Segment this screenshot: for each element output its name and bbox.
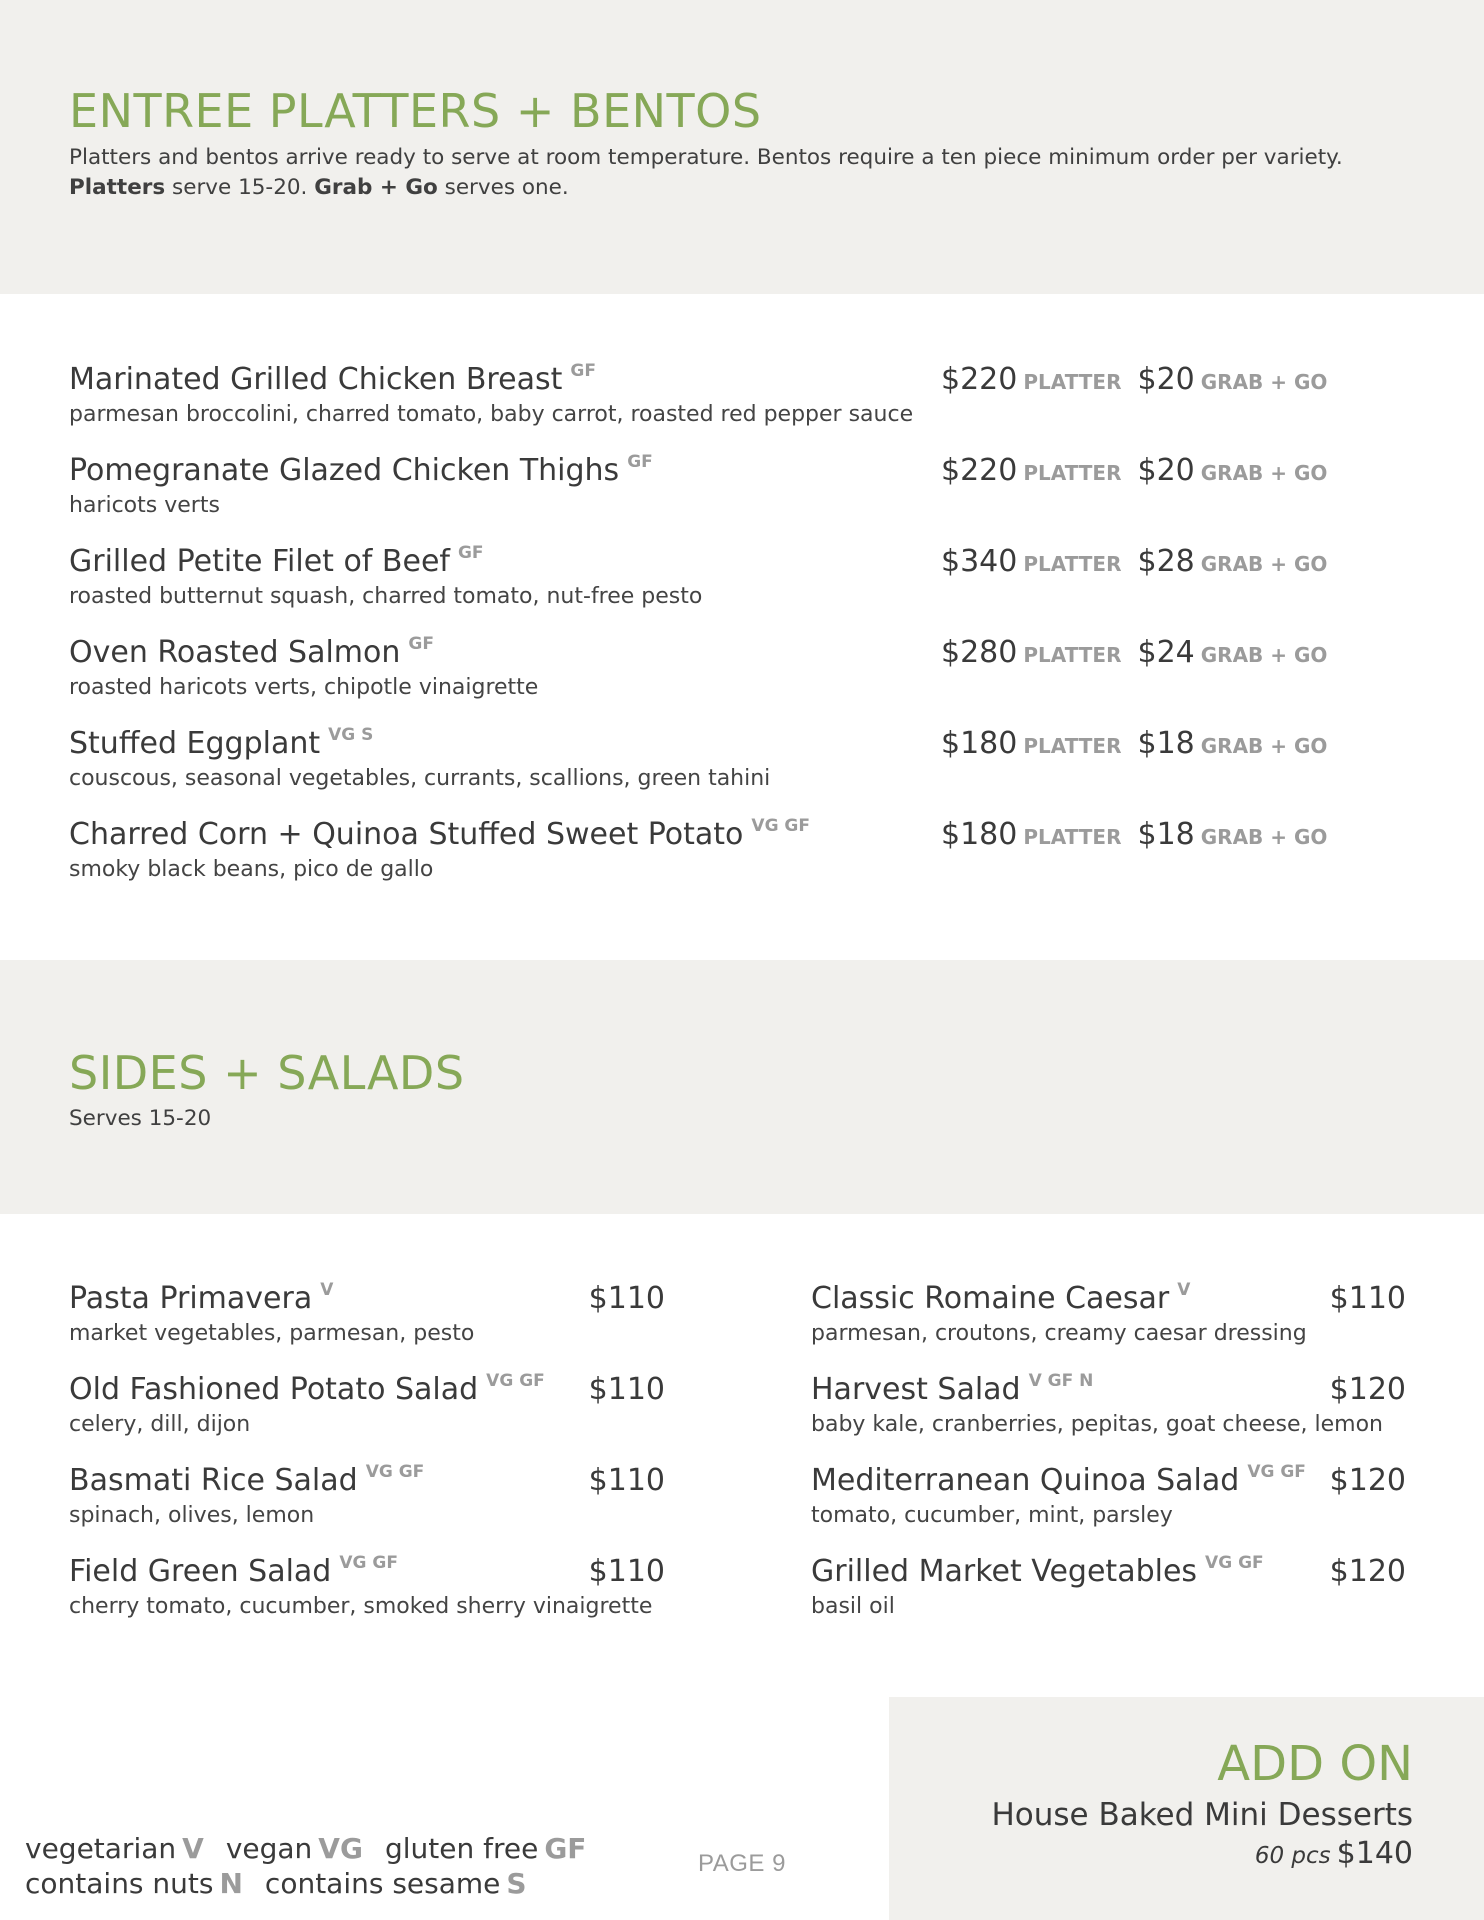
legend-vegetarian-code: V <box>182 1832 204 1865</box>
platters-label: Platters <box>69 175 166 200</box>
grab-go-price: $20 <box>1137 362 1195 397</box>
side-description: parmesan, croutons, creamy caesar dressing <box>811 1321 1307 1346</box>
entree-prices <box>941 635 1327 670</box>
entree-prices <box>941 362 1327 397</box>
grab-go-price: $18 <box>1137 726 1195 761</box>
dietary-tags: V <box>320 1280 334 1300</box>
grab-go-label: GRAB + GO <box>1200 734 1328 758</box>
grab-go-price: $28 <box>1137 544 1195 579</box>
grab-go-label: GRAB + GO <box>1200 825 1328 849</box>
sides-title: SIDES + SALADS <box>69 1046 465 1100</box>
add-on-qty: 60 pcs <box>1254 1843 1331 1869</box>
side-price: $110 <box>588 1554 665 1589</box>
dietary-legend-line1 <box>25 1832 608 1865</box>
entree-name-text: Marinated Grilled Chicken Breast <box>69 362 563 397</box>
side-name <box>69 1463 424 1498</box>
side-price: $110 <box>588 1281 665 1316</box>
entrees-intro-line2 <box>69 173 569 203</box>
grab-go-label: Grab + Go <box>314 175 438 200</box>
entree-name <box>69 453 653 488</box>
entree-prices <box>941 453 1327 488</box>
side-name-text: Mediterranean Quinoa Salad <box>811 1463 1240 1498</box>
grab-go-label: GRAB + GO <box>1200 461 1328 485</box>
legend-sesame-code: S <box>506 1867 527 1900</box>
legend-vegan-code: VG <box>318 1832 363 1865</box>
side-name-text: Grilled Market Vegetables <box>811 1554 1198 1589</box>
grab-go-price: $20 <box>1137 453 1195 488</box>
platter-label: PLATTER <box>1023 734 1122 758</box>
grab-go-label: GRAB + GO <box>1200 643 1328 667</box>
entree-name-text: Oven Roasted Salmon <box>69 635 401 670</box>
dietary-tags: VG GF <box>339 1553 398 1573</box>
add-on-price: $140 <box>1336 1836 1413 1871</box>
platter-price: $340 <box>941 544 1018 579</box>
side-price: $110 <box>1329 1281 1406 1316</box>
dietary-tags: VG GF <box>365 1462 425 1482</box>
entree-prices <box>941 544 1327 579</box>
side-description: celery, dill, dijon <box>69 1412 251 1437</box>
legend-sesame: contains sesame <box>264 1867 501 1900</box>
dietary-tags: VG GF <box>486 1371 545 1391</box>
entree-name <box>69 817 810 852</box>
side-name <box>69 1554 398 1589</box>
platter-price: $280 <box>941 635 1018 670</box>
platter-label: PLATTER <box>1023 825 1122 849</box>
dietary-legend-line2 <box>25 1867 549 1900</box>
platter-price: $180 <box>941 817 1018 852</box>
grab-go-price: $24 <box>1137 635 1195 670</box>
side-name <box>811 1554 1264 1589</box>
side-description: baby kale, cranberries, pepitas, goat cheese, lemon <box>811 1412 1383 1437</box>
entree-name-text: Charred Corn + Quinoa Stuffed Sweet Potato <box>69 817 744 852</box>
entree-name-text: Grilled Petite Filet of Beef <box>69 544 450 579</box>
entree-name-text: Stuffed Eggplant <box>69 726 321 761</box>
add-on-price-line <box>1255 1836 1413 1871</box>
entree-prices <box>941 817 1327 852</box>
sides-serves: Serves 15-20 <box>69 1106 212 1131</box>
side-name <box>69 1281 333 1316</box>
legend-vegetarian: vegetarian <box>25 1832 177 1865</box>
side-name-text: Field Green Salad <box>69 1554 332 1589</box>
entrees-intro-line1: Platters and bentos arrive ready to serve at room temperature. Bentos require a ten piece minimum order per variety. <box>69 145 1343 170</box>
dietary-tags: V <box>1177 1280 1191 1300</box>
side-name-text: Harvest Salad <box>811 1372 1021 1407</box>
legend-nuts-code: N <box>219 1867 243 1900</box>
entree-name <box>69 362 596 397</box>
dietary-tags: GF <box>627 452 653 472</box>
platter-label: PLATTER <box>1023 370 1122 394</box>
platter-label: PLATTER <box>1023 461 1122 485</box>
dietary-tags: VG GF <box>1205 1553 1264 1573</box>
dietary-tags: VG GF <box>751 816 811 836</box>
side-description: cherry tomato, cucumber, smoked sherry vinaigrette <box>69 1594 653 1619</box>
dietary-tags: VG S <box>328 725 374 745</box>
legend-gluten-free: gluten free <box>384 1832 539 1865</box>
side-name <box>811 1463 1306 1498</box>
side-description: spinach, olives, lemon <box>69 1503 315 1528</box>
side-name-text: Classic Romaine Caesar <box>811 1281 1170 1316</box>
side-description: tomato, cucumber, mint, parsley <box>811 1503 1173 1528</box>
grab-go-label: GRAB + GO <box>1200 370 1328 394</box>
dietary-tags: GF <box>570 361 596 381</box>
entree-description: roasted haricots verts, chipotle vinaigrette <box>69 675 539 700</box>
side-name-text: Old Fashioned Potato Salad <box>69 1372 479 1407</box>
dietary-tags: GF <box>457 543 484 563</box>
platter-price: $220 <box>941 453 1018 488</box>
side-price: $120 <box>1329 1372 1406 1407</box>
entree-name-text: Pomegranate Glazed Chicken Thighs <box>69 453 620 488</box>
entree-prices <box>941 726 1327 761</box>
platter-label: PLATTER <box>1023 643 1122 667</box>
side-price: $120 <box>1329 1463 1406 1498</box>
platter-price: $220 <box>941 362 1018 397</box>
grab-go-text: serves one. <box>437 175 569 200</box>
entree-description: smoky black beans, pico de gallo <box>69 857 434 882</box>
platter-price: $180 <box>941 726 1018 761</box>
entree-description: parmesan broccolini, charred tomato, baby carrot, roasted red pepper sauce <box>69 402 914 427</box>
page-number: PAGE 9 <box>698 1850 786 1877</box>
entree-description: couscous, seasonal vegetables, currants, scallions, green tahini <box>69 766 771 791</box>
side-price: $110 <box>588 1372 665 1407</box>
side-description: market vegetables, parmesan, pesto <box>69 1321 475 1346</box>
side-name-text: Pasta Primavera <box>69 1281 313 1316</box>
entree-name <box>69 726 373 761</box>
side-name <box>811 1372 1093 1407</box>
side-price: $120 <box>1329 1554 1406 1589</box>
dietary-tags: VG GF <box>1247 1462 1306 1482</box>
grab-go-label: GRAB + GO <box>1200 552 1328 576</box>
dietary-tags: V GF N <box>1028 1371 1094 1391</box>
side-description: basil oil <box>811 1594 895 1619</box>
grab-go-price: $18 <box>1137 817 1195 852</box>
side-name <box>811 1281 1190 1316</box>
entree-description: roasted butternut squash, charred tomato, nut-free pesto <box>69 584 703 609</box>
add-on-item: House Baked Mini Desserts <box>991 1797 1413 1833</box>
legend-gluten-free-code: GF <box>544 1832 587 1865</box>
add-on-title: ADD ON <box>1217 1736 1413 1792</box>
legend-nuts: contains nuts <box>25 1867 214 1900</box>
legend-vegan: vegan <box>225 1832 313 1865</box>
entree-description: haricots verts <box>69 493 220 518</box>
side-name-text: Basmati Rice Salad <box>69 1463 358 1498</box>
side-price: $110 <box>588 1463 665 1498</box>
platters-text: serve 15-20. <box>165 175 315 200</box>
side-name <box>69 1372 545 1407</box>
dietary-tags: GF <box>408 634 434 654</box>
entree-name <box>69 544 484 579</box>
entree-name <box>69 635 434 670</box>
platter-label: PLATTER <box>1023 552 1122 576</box>
entrees-title: ENTREE PLATTERS + BENTOS <box>69 84 762 138</box>
